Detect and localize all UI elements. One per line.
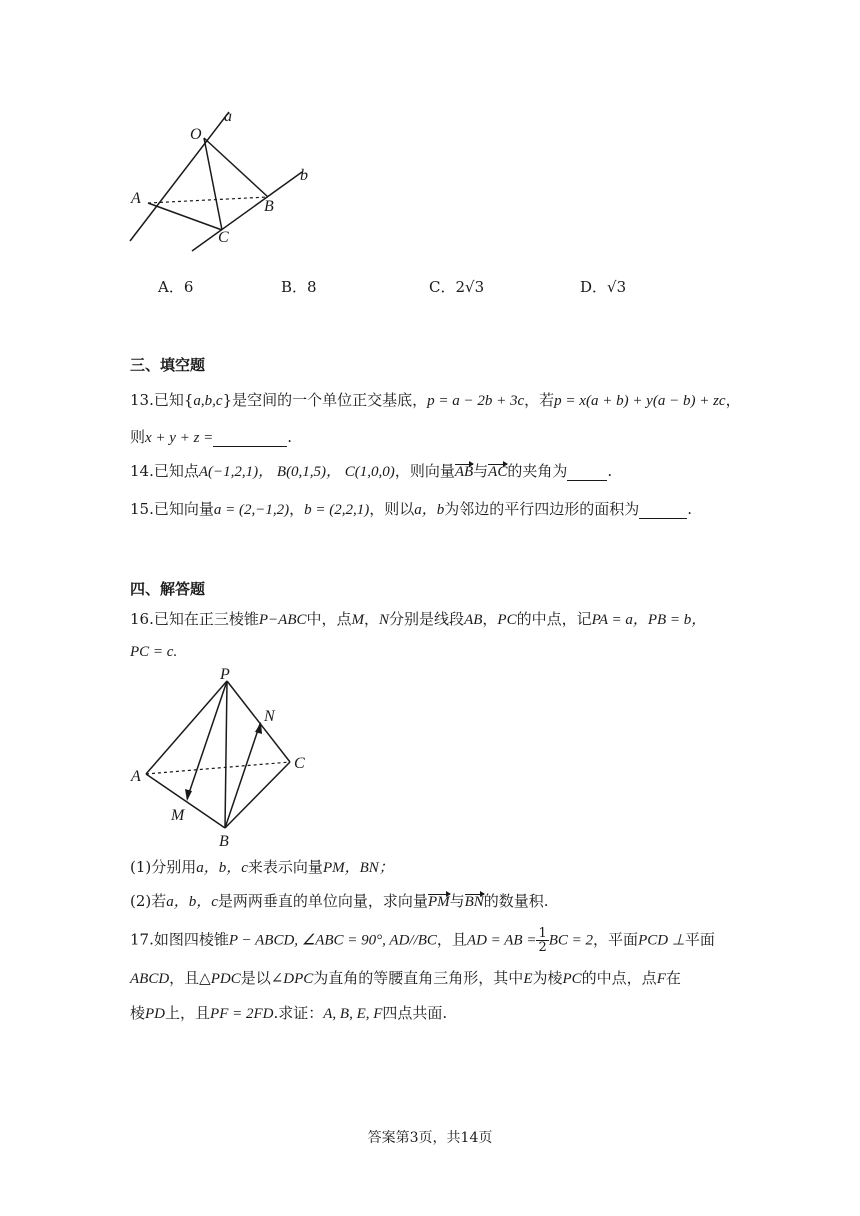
- fraction-half: [536, 927, 548, 954]
- option-letter: B．: [281, 278, 308, 296]
- vector-ac: AC: [488, 464, 508, 480]
- question-16-part1: [130, 856, 394, 877]
- q14-num: 14.: [130, 462, 154, 480]
- q17-text: 为棱: [532, 969, 563, 987]
- section-title-fill-blank: 三、填空题: [130, 356, 206, 374]
- edge-pb: [225, 681, 227, 828]
- q17-text: 平面: [684, 930, 715, 949]
- q16-pyramid: P−ABC: [258, 612, 307, 628]
- q14-text: ，则向量: [394, 462, 455, 480]
- edge-ab: [146, 774, 225, 828]
- q16-ab: AB: [464, 612, 483, 628]
- label-o: O: [190, 126, 202, 143]
- answer-blank[interactable]: [213, 428, 287, 447]
- question-17-line3: [130, 1002, 447, 1023]
- q13-text: }是空间的一个单位正交基底，: [222, 391, 428, 409]
- q16-text: 与: [449, 892, 465, 910]
- q13-text: ，若: [524, 391, 555, 409]
- q17-tri: PDC: [210, 971, 241, 987]
- q17-conditions: P − ABCD, ∠ABC = 90°, AD//BC: [228, 932, 437, 949]
- option-value: 2√3: [455, 278, 485, 296]
- q17-pd: PD: [145, 1006, 166, 1022]
- q13-end: .: [287, 428, 293, 446]
- q13-num: 13.: [130, 391, 154, 409]
- q17-eq2: BC = 2: [548, 932, 594, 949]
- q15-vector-b: b = (2,2,1): [304, 502, 370, 518]
- q15-num: 15.: [130, 500, 154, 518]
- q17-text: 是以∠: [240, 969, 284, 987]
- fraction-numerator: 1: [538, 926, 547, 941]
- option-a: [158, 276, 193, 297]
- q16-num: 16.: [130, 610, 154, 628]
- q13-sum: x + y + z =: [145, 430, 214, 446]
- line-a: [130, 112, 229, 241]
- q14-text: 已知点: [153, 462, 199, 480]
- q16-n: N: [379, 612, 390, 628]
- option-b: [281, 276, 317, 297]
- label-c: C: [294, 755, 305, 772]
- q17-text: .求证：: [273, 1004, 324, 1022]
- q16-pc-def: PC = c.: [130, 644, 178, 660]
- q16-text: 已知在正三棱锥: [153, 610, 259, 628]
- edge-ac-dashed: [146, 762, 290, 774]
- q16-text: 的中点，记: [516, 610, 592, 628]
- question-13-line1: [130, 389, 741, 410]
- q13-text: 则: [130, 428, 146, 446]
- q17-text: ，平面: [593, 930, 639, 949]
- q13-text: ，: [725, 391, 741, 409]
- vector-bn: [225, 724, 260, 828]
- q16-text: 分别是线段: [389, 610, 465, 628]
- option-value: √3: [607, 278, 627, 296]
- question-15: [130, 498, 692, 519]
- q16-text: 来表示向量: [247, 858, 323, 876]
- q13-p-expr: p = x(a + b) + y(a − b) + zc: [554, 393, 726, 409]
- vector-ab: AB: [454, 464, 474, 480]
- label-m: M: [171, 807, 185, 824]
- line-b: [192, 172, 302, 251]
- q16-text: ，: [364, 610, 380, 628]
- label-c: C: [218, 229, 229, 246]
- page-footer: 答案第3页，共14页: [367, 1130, 493, 1146]
- option-letter: D．: [580, 278, 608, 296]
- label-a-line: a: [224, 108, 232, 125]
- q17-text: 棱: [130, 1004, 146, 1022]
- q15-sep: ，: [289, 500, 305, 518]
- q17-pc: PC: [562, 971, 582, 987]
- label-p: P: [220, 666, 230, 683]
- edge-ac: [148, 203, 222, 230]
- q15-text: 为邻边的平行四边形的面积为: [444, 500, 640, 518]
- question-17-line1: [130, 927, 715, 954]
- q14-text: 与: [473, 462, 489, 480]
- q16-text: (2)若: [130, 892, 167, 910]
- q16-text: 中，点: [306, 610, 352, 628]
- q14-end: .: [607, 462, 613, 480]
- label-b: B: [264, 198, 274, 215]
- question-16-part2: [130, 890, 549, 911]
- q14-text: 的夹角为: [507, 462, 568, 480]
- label-a: A: [131, 190, 141, 207]
- section-title-solution: 四、解答题: [130, 580, 206, 598]
- question-17-line2: [130, 967, 681, 988]
- q16-text: (1)分别用: [130, 858, 197, 876]
- q16-pc: PC: [497, 612, 517, 628]
- q16-targets: PM，BN；: [322, 860, 394, 876]
- q17-angle: DPC: [283, 971, 314, 987]
- answer-blank[interactable]: [567, 462, 607, 481]
- q17-text: 四点共面.: [382, 1004, 448, 1022]
- label-a: A: [131, 768, 141, 785]
- label-b-line: b: [300, 167, 308, 184]
- question-16-line1: [130, 608, 706, 629]
- q17-ratio: PF = 2FD: [210, 1006, 274, 1022]
- edge-pa: [146, 681, 227, 774]
- q17-text: ，且△: [169, 969, 211, 987]
- question-13-line2: [130, 426, 292, 447]
- q16-text: ，: [482, 610, 498, 628]
- q15-text: 已知向量: [153, 500, 214, 518]
- q17-num: 17.: [130, 930, 154, 949]
- figure-pyramid-pabc: [125, 660, 325, 855]
- option-c: [429, 276, 484, 297]
- q17-eq: AD = AB =: [466, 932, 537, 949]
- q15-end: .: [687, 500, 693, 518]
- q17-text: 上，且: [165, 1004, 211, 1022]
- q16-text: 是两两垂直的单位向量，求向量: [217, 892, 428, 910]
- q17-text: 的中点，点: [581, 969, 657, 987]
- edge-pc: [227, 681, 290, 762]
- question-16-line2: [130, 642, 177, 661]
- q14-points: A(−1,2,1)， B(0,1,5)， C(1,0,0): [198, 464, 395, 480]
- q17-f: F: [656, 971, 666, 987]
- answer-blank[interactable]: [639, 500, 687, 519]
- figure-tetrahedron-oabc: [120, 100, 320, 260]
- option-value: 6: [183, 278, 194, 296]
- q13-basis: a,b,c: [193, 393, 223, 409]
- label-n: N: [264, 708, 275, 725]
- q15-vectors: a，b: [414, 502, 445, 518]
- q17-text: ，且: [436, 930, 467, 949]
- q15-text: ，则以: [369, 500, 415, 518]
- label-b: B: [219, 833, 229, 850]
- vector-pm-text: PM: [427, 894, 450, 910]
- option-value: 8: [307, 278, 317, 296]
- arrowhead-m: [185, 789, 192, 801]
- q17-points: A, B, E, F: [323, 1006, 383, 1022]
- q16-vectors: a，b，c: [196, 860, 248, 876]
- q16-defs: PA = a，PB = b，: [591, 612, 707, 628]
- edge-bc: [225, 762, 290, 828]
- q17-e: E: [523, 971, 533, 987]
- q17-text: 在: [665, 969, 681, 987]
- edge-ab-dashed: [148, 197, 268, 203]
- q17-plane2: ABCD: [130, 971, 170, 987]
- q16-m: M: [351, 612, 365, 628]
- arrowhead-n: [255, 722, 262, 734]
- option-letter: A．: [158, 278, 184, 296]
- q13-p-def: p = a − 2b + 3c: [427, 393, 525, 409]
- option-letter: C．: [429, 278, 456, 296]
- q17-text: 为直角的等腰直角三角形，其中: [313, 969, 524, 987]
- q15-vector-a: a = (2,−1,2): [213, 502, 290, 518]
- q13-text: 已知{: [153, 391, 194, 409]
- vector-pm: [187, 681, 227, 799]
- fraction-denominator: 2: [538, 940, 547, 955]
- q17-text: 如图四棱锥: [153, 930, 229, 949]
- q17-plane: PCD ⊥: [638, 932, 685, 949]
- vector-bn-text: BN: [464, 894, 484, 910]
- q16-text: 的数量积.: [483, 892, 549, 910]
- q16-vectors: a，b，c: [166, 894, 218, 910]
- question-14: [130, 460, 612, 481]
- option-d: [580, 276, 626, 297]
